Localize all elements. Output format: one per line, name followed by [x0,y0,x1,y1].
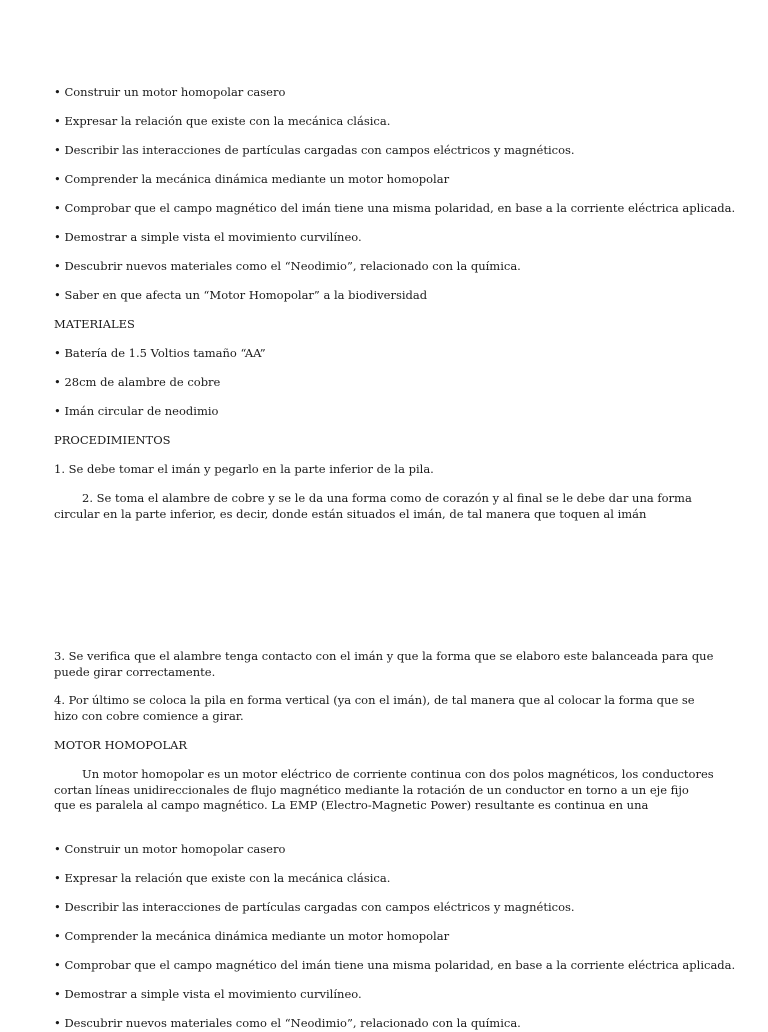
material-item: • Imán circular de neodimio [54,404,219,418]
objective-item: • Describir las interacciones de partículas cargadas con campos eléctricos y magnéticos. [54,900,575,914]
procedure-step-4: 4. Por último se coloca la pila en forma vertical (ya con el imán), de tal manera que al colocar la forma que se hizo con cobre comience a girar. [54,693,695,723]
procedure-step-3: 3. Se verifica que el alambre tenga contacto con el imán y que la forma que se elaboro este balanceada para que puede girar correctamente. [54,649,714,679]
material-item: • Batería de 1.5 Voltios tamaño “AA” [54,346,266,360]
objective-item: • Construir un motor homopolar casero [54,85,286,99]
procedures-heading: PROCEDIMIENTOS [54,433,171,447]
objective-item: • Descubrir nuevos materiales como el “Neodimio”, relacionado con la química. [54,259,521,273]
procedure-step-1: 1. Se debe tomar el imán y pegarlo en la parte inferior de la pila. [54,462,434,476]
motor-paragraph: Un motor homopolar es un motor eléctrico de corriente continua con dos polos magnéticos, los conductores cortan líneas unidireccionales de flujo magnético mediante la rotación de un conductor en torno a un eje fijo que es paralela al campo magnético. La EMP (Electro-Magnetic Power) resultante es continua en una [54,767,714,812]
materials-heading: MATERIALES [54,317,135,331]
objective-item: • Saber en que afecta un “Motor Homopolar” a la biodiversidad [54,288,428,302]
objective-item: • Expresar la relación que existe con la mecánica clásica. [54,871,391,885]
objective-item: • Comprobar que el campo magnético del imán tiene una misma polaridad, en base a la corriente eléctrica aplicada. [54,958,736,972]
objective-item: • Comprobar que el campo magnético del imán tiene una misma polaridad, en base a la corriente eléctrica aplicada. [54,201,736,215]
material-item: • 28cm de alambre de cobre [54,375,221,389]
objective-item: • Comprender la mecánica dinámica mediante un motor homopolar [54,172,450,186]
objective-item: • Demostrar a simple vista el movimiento curvilíneo. [54,230,362,244]
objective-item: • Describir las interacciones de partículas cargadas con campos eléctricos y magnéticos. [54,143,575,157]
objective-item: • Construir un motor homopolar casero [54,842,286,856]
objective-item: • Comprender la mecánica dinámica mediante un motor homopolar [54,929,450,943]
procedure-step-2: 2. Se toma el alambre de cobre y se le da una forma como de corazón y al final se le debe dar una forma circular en la parte inferior, es decir, donde están situados el imán, de tal manera que toquen al imán [54,491,692,521]
objective-item: • Demostrar a simple vista el movimiento curvilíneo. [54,987,362,1001]
objective-item: • Expresar la relación que existe con la mecánica clásica. [54,114,391,128]
objective-item: • Descubrir nuevos materiales como el “Neodimio”, relacionado con la química. [54,1016,521,1030]
motor-heading: MOTOR HOMOPOLAR [54,738,188,752]
